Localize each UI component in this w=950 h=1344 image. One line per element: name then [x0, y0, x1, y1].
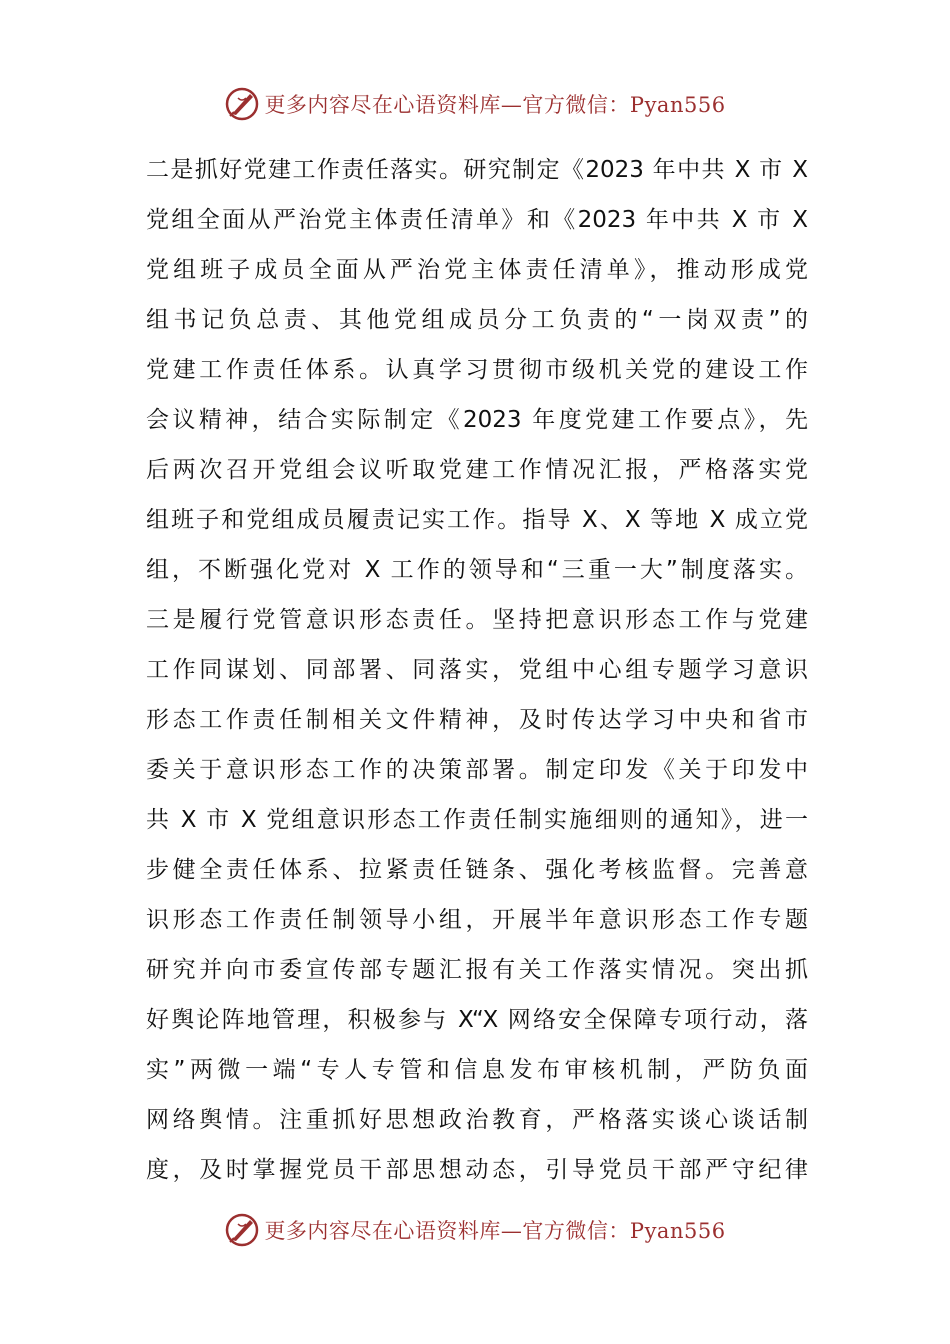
footer-watermark-banner — [0, 1210, 950, 1250]
body-line: 组班子和党组成员履责记实工作。指导 X、X 等地 X 成立党 — [146, 507, 808, 533]
body-line: 形态工作责任制相关文件精神，及时传达学习中央和省市 — [146, 707, 808, 733]
body-line: 步健全责任体系、拉紧责任链条、强化考核监督。完善意 — [146, 857, 808, 883]
body-line: 实”两微一端“专人专管和信息发布审核机制，严防负面 — [146, 1057, 808, 1083]
quill-logo-icon — [224, 1212, 260, 1248]
footer-watermark-text: 更多内容尽在心语资料库—官方微信：Pyan556 — [264, 1219, 726, 1243]
body-line: 党建工作责任体系。认真学习贯彻市级机关党的建设工作 — [146, 357, 808, 383]
header-watermark-banner — [0, 84, 950, 124]
body-line: 识形态工作责任制领导小组，开展半年意识形态工作专题 — [146, 907, 808, 933]
quill-logo-icon — [224, 86, 260, 122]
body-line: 二是抓好党建工作责任落实。研究制定《2023 年中共 X 市 X — [146, 157, 808, 183]
body-line: 组书记负总责、其他党组成员分工负责的“一岗双责”的 — [146, 307, 808, 333]
body-line: 会议精神，结合实际制定《2023 年度党建工作要点》，先 — [146, 407, 808, 433]
body-line: 后两次召开党组会议听取党建工作情况汇报，严格落实党 — [146, 457, 808, 483]
body-line: 工作同谋划、同部署、同落实，党组中心组专题学习意识 — [146, 657, 808, 683]
body-line: 组，不断强化党对 X 工作的领导和“三重一大”制度落实。 — [146, 557, 808, 583]
body-line: 共 X 市 X 党组意识形态工作责任制实施细则的通知》，进一 — [146, 807, 808, 833]
body-line: 度，及时掌握党员干部思想动态，引导党员干部严守纪律 — [146, 1157, 808, 1183]
document-body — [146, 145, 808, 1195]
body-line: 网络舆情。注重抓好思想政治教育，严格落实谈心谈话制 — [146, 1107, 808, 1133]
body-line: 好舆论阵地管理，积极参与 X“X 网络安全保障专项行动，落 — [146, 1007, 808, 1033]
body-line: 三是履行党管意识形态责任。坚持把意识形态工作与党建 — [146, 607, 808, 633]
body-line: 研究并向市委宣传部专题汇报有关工作落实情况。突出抓 — [146, 957, 808, 983]
header-watermark-text: 更多内容尽在心语资料库—官方微信：Pyan556 — [264, 93, 726, 117]
body-line: 党组全面从严治党主体责任清单》和《2023 年中共 X 市 X — [146, 207, 808, 233]
body-line: 委关于意识形态工作的决策部署。制定印发《关于印发中 — [146, 757, 808, 783]
body-line: 党组班子成员全面从严治党主体责任清单》，推动形成党 — [146, 257, 808, 283]
